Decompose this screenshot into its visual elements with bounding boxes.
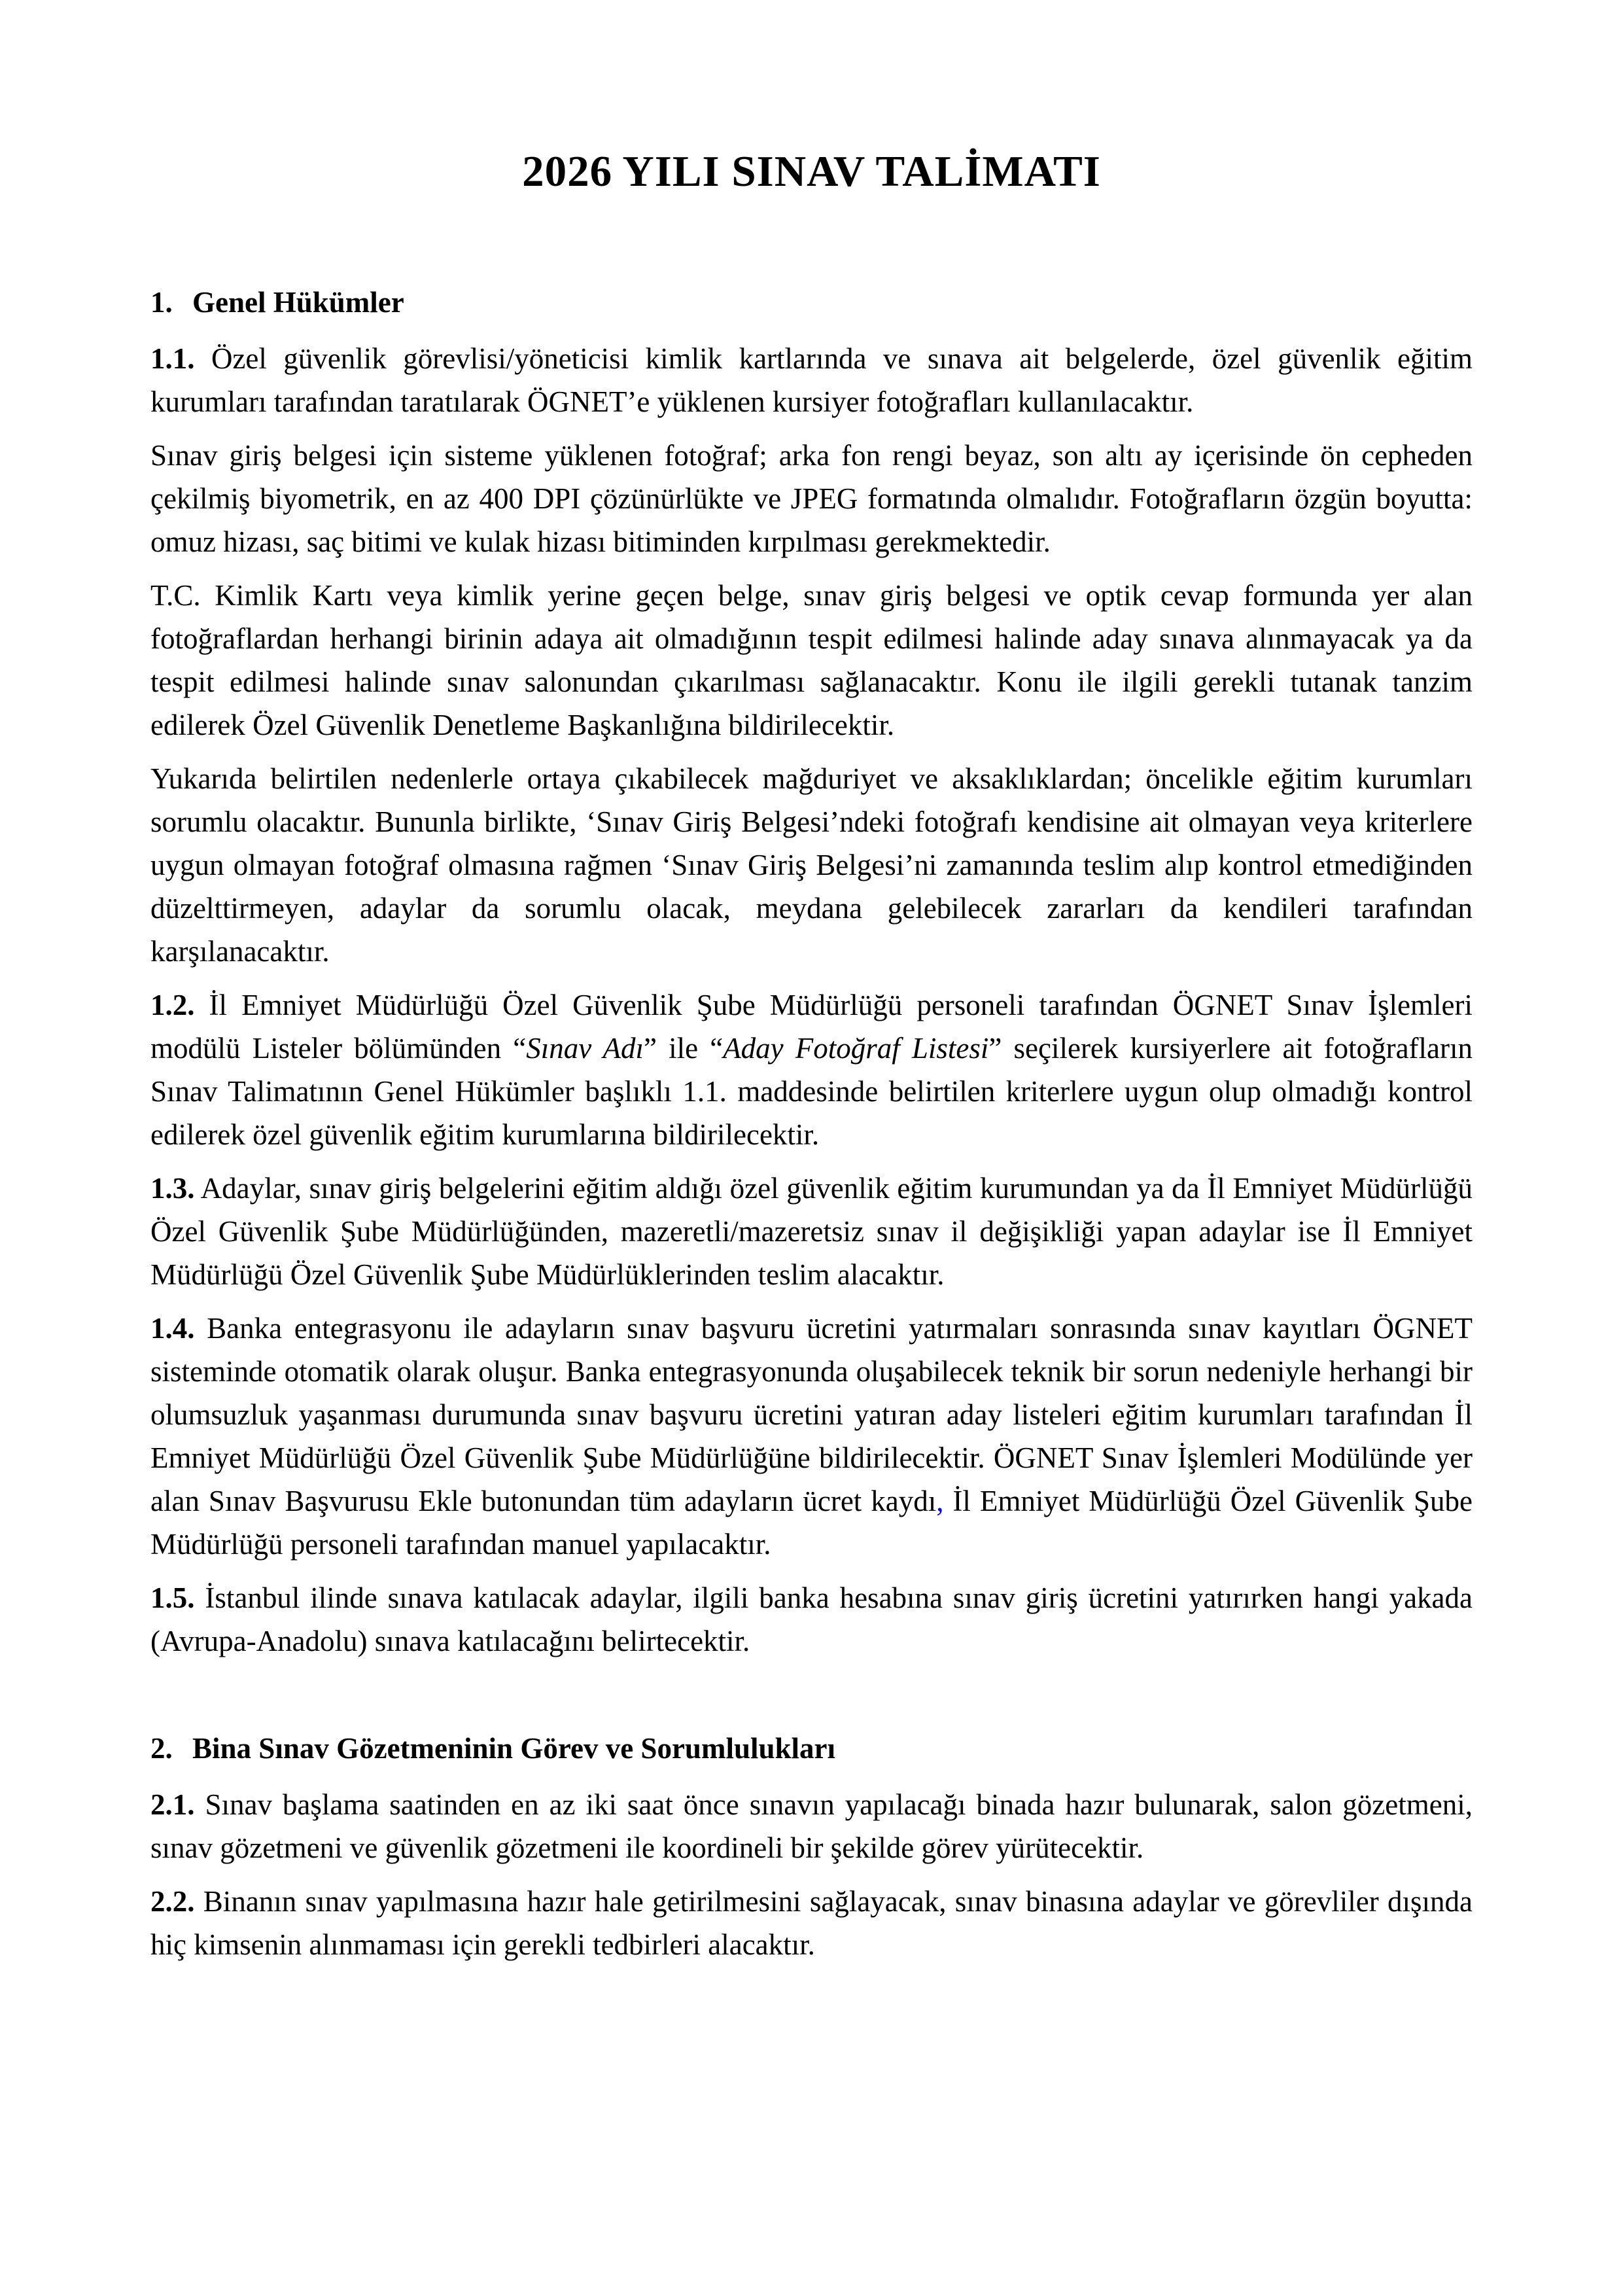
text-run: 1.5. [150,1581,195,1614]
text-run: Sınav başlama saatinden en az iki saat önce sınavın yapılacağı binada hazır bulunarak, salon gözetmeni, sınav gözetmeni ve güvenlik gözetmeni ile koordineli bir şekilde görev yürütecektir. [150,1788,1473,1864]
text-run: İl Emniyet Müdürlüğü Özel Güvenlik Şube Müdürlüğü personeli tarafından ÖGNET Sınav İşlemleri modülü Listeler bölümünden “ [150,989,1473,1065]
paragraph [150,1880,1473,1966]
paragraph [150,757,1473,973]
text-run: İstanbul ilinde sınava katılacak adaylar, ilgili banka hesabına sınav giriş ücretini yatırırken hangi yakada (Avrupa-Anadolu) sınava katılacağını belirtecektir. [150,1581,1473,1657]
text-run: Özel güvenlik görevlisi/yöneticisi kimlik kartlarında ve sınava ait belgelerde, özel güvenlik eğitim kurumları tarafından taratılarak ÖGNET’e yüklenen kursiyer fotoğrafları kullanılacaktır. [150,342,1473,418]
section-heading-text: Genel Hükümler [192,286,404,319]
text-run: Banka entegrasyonu ile adayların sınav başvuru ücretini yatırmaları sonrasında sınav kayıtları ÖGNET sisteminde otomatik olarak oluşur. Banka entegrasyonunda oluşabilecek teknik bir sorun nedeniyle herhangi bir olumsuzluk yaşanması durumunda sınav başvuru ücretini yatıran aday listeleri eğitim kurumları tarafından İl Emniyet Müdürlüğü Özel Güvenlik Şube Müdürlüğüne bildirilecektir. ÖGNET Sınav İşlemleri Modülünde yer alan Sınav Başvurusu Ekle butonundan tüm adayların ücret kaydı [150,1312,1473,1517]
text-run: Sınav Adı [526,1032,644,1065]
section-number: 1. [150,286,173,319]
section-1 [150,281,1473,1663]
text-run: Binanın sınav yapılmasına hazır hale getirilmesini sağlayacak, sınav binasına adaylar ve görevliler dışında hiç kimsenin alınmaması için gerekli tedbirleri alacaktır. [150,1885,1473,1961]
text-run: T.C. Kimlik Kartı veya kimlik yerine geçen belge, sınav giriş belgesi ve optik cevap formunda yer alan fotoğraflardan herhangi birinin adaya ait olmadığının tespit edilmesi halinde aday sınava alınmayacak ya da tespit edilmesi halinde sınav salonundan çıkarılması sağlanacaktır. Konu ile ilgili gerekli tutanak tanzim edilerek Özel Güvenlik Denetleme Başkanlığına bildirilecektir. [150,579,1473,741]
text-run: Aday Fotoğraf Listesi [723,1032,989,1065]
paragraph [150,1783,1473,1869]
text-run: , [936,1485,944,1517]
section-heading [150,1727,1473,1770]
text-run: Adaylar, sınav giriş belgelerini eğitim aldığı özel güvenlik eğitim kurumundan ya da İl Emniyet Müdürlüğü Özel Güvenlik Şube Müdürlüğünden, mazeretli/mazeretsiz sınav il değişikliği yapan adaylar ise İl Emniyet Müdürlüğü Özel Güvenlik Şube Müdürlüklerinden teslim alacaktır. [150,1172,1473,1291]
text-run: Sınav giriş belgesi için sisteme yüklenen fotoğraf; arka fon rengi beyaz, son altı ay içerisinde ön cepheden çekilmiş biyometrik, en az 400 DPI çözünürlükte ve JPEG formatında olmalıdır. Fotoğrafların özgün boyutta: omuz hizası, saç bitimi ve kulak hizası bitiminden kırpılması gerekmektedir. [150,439,1473,558]
text-run: 2.1. [150,1788,195,1821]
section-heading-text: Bina Sınav Gözetmeninin Görev ve Sorumlulukları [192,1732,836,1765]
paragraph [150,983,1473,1156]
paragraph [150,1167,1473,1296]
document-title: 2026 YILI SINAV TALİMATI [522,147,1101,196]
paragraph [150,574,1473,747]
text-run: 2.2. [150,1885,195,1918]
paragraph [150,434,1473,563]
paragraph [150,1576,1473,1663]
section-number: 2. [150,1732,173,1765]
paragraph [150,1307,1473,1566]
text-run: 1.3. [150,1172,195,1205]
section-heading [150,281,1473,324]
text-run: Yukarıda belirtilen nedenlerle ortaya çıkabilecek mağduriyet ve aksaklıklardan; öncelikle eğitim kurumları sorumlu olacaktır. Bununla birlikte, ‘Sınav Giriş Belgesi’ndeki fotoğrafı kendisine ait olmayan veya kriterlere uygun olmayan fotoğraf olmasına rağmen ‘Sınav Giriş Belgesi’ni zamanında teslim alıp kontrol etmediğinden düzelttirmeyen, adaylar da sorumlu olacak, meydana gelebilecek zararları da kendileri tarafından karşılanacaktır. [150,762,1473,968]
paragraph [150,337,1473,423]
document-body [150,281,1473,1966]
text-run: ” seçilerek kursiyerlere ait fotoğrafların Sınav Talimatının Genel Hükümler başlıklı 1.1. maddesinde belirtilen kriterlere uygun olup olmadığı kontrol edilerek özel güvenlik eğitim kurumlarına bildirilecektir. [150,1032,1473,1151]
section-2 [150,1727,1473,1966]
text-run: ” ile “ [644,1032,724,1065]
text-run: 1.1. [150,342,195,375]
text-run: İl Emniyet Müdürlüğü Özel Güvenlik Şube Müdürlüğü personeli tarafından manuel yapılacaktır. [150,1485,1473,1561]
text-run: 1.4. [150,1312,195,1345]
text-run: 1.2. [150,989,195,1021]
